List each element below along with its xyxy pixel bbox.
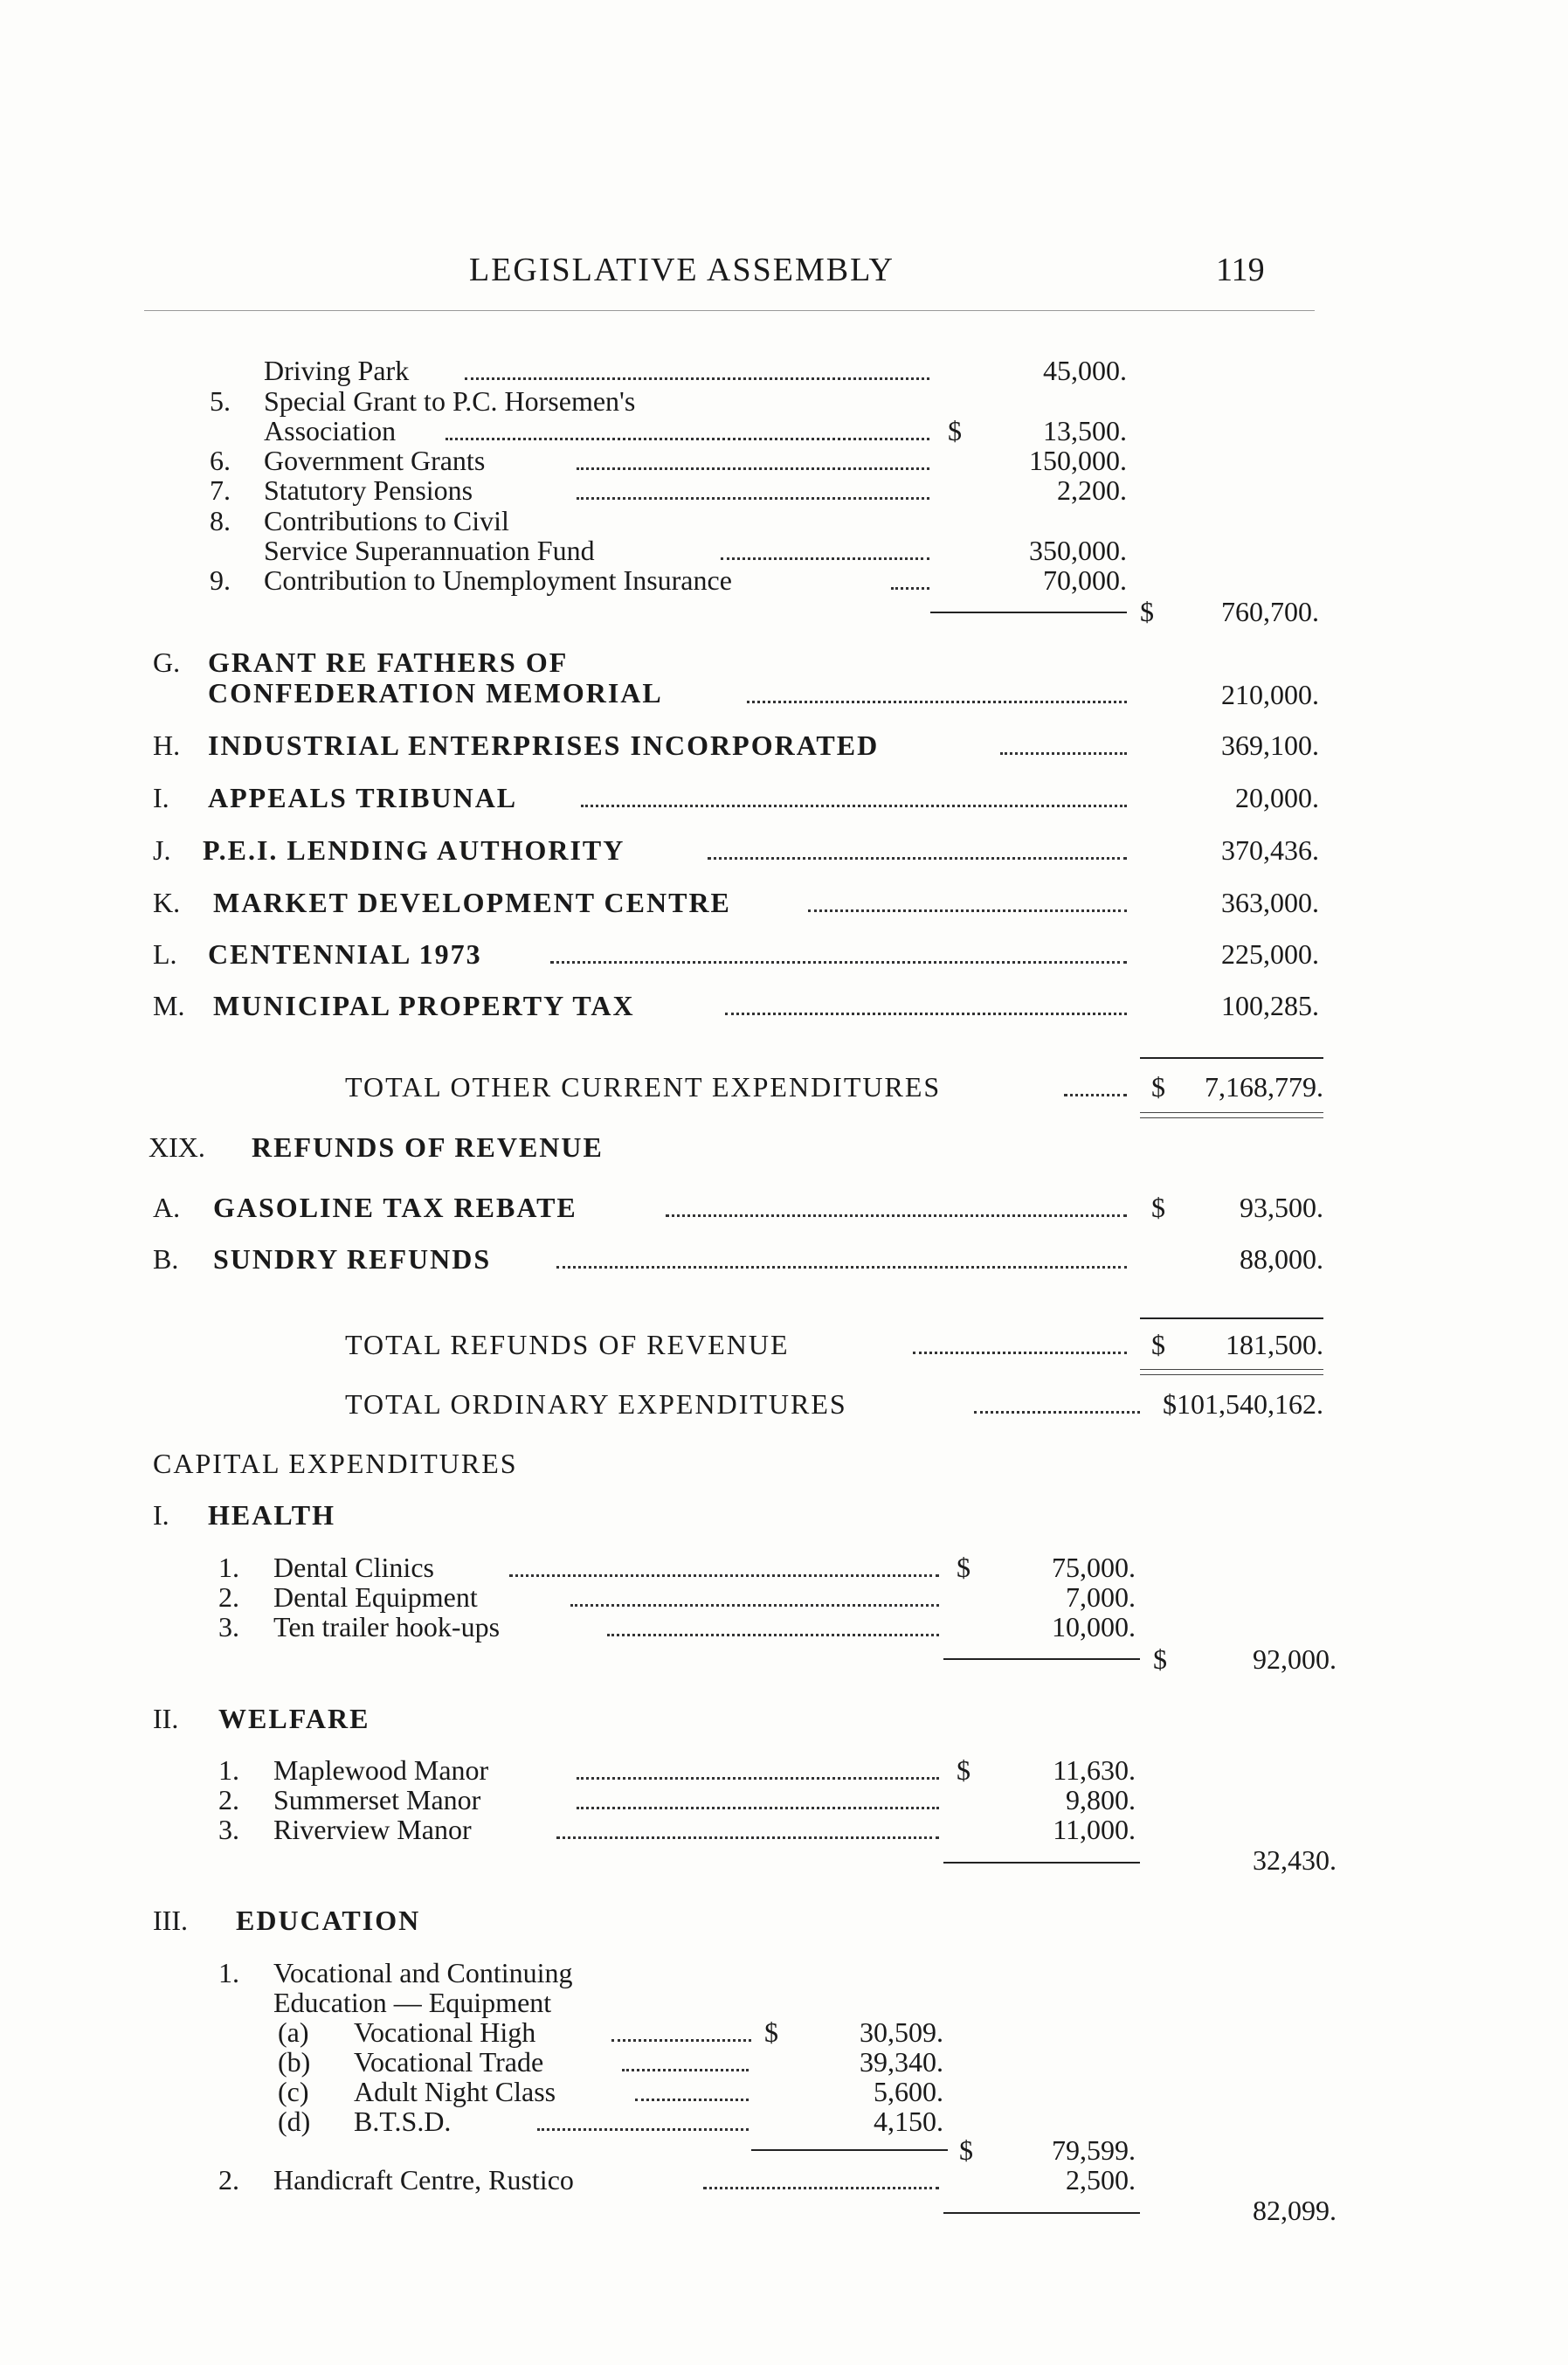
dot-leader: [703, 2187, 939, 2189]
double-rule: [1140, 1369, 1323, 1370]
item-amount: 7,000.: [1066, 1581, 1136, 1613]
dollar-sign: $: [1140, 596, 1154, 627]
total-refunds-label: TOTAL REFUNDS OF REVENUE: [345, 1329, 790, 1360]
dollar-sign: $: [957, 1552, 971, 1583]
item-text: Special Grant to P.C. Horsemen's: [264, 385, 636, 417]
section-letter: L.: [153, 938, 177, 970]
item-text: Vocational and Continuing: [273, 1957, 573, 1988]
section-title: GRANT RE FATHERS OF: [208, 647, 569, 678]
section-letter: I.: [153, 782, 169, 813]
dot-leader: [708, 857, 1127, 860]
total-rule: [1140, 1317, 1323, 1319]
item-text: Contribution to Unemployment Insurance: [264, 564, 732, 596]
sub-letter: (b): [278, 2046, 311, 2078]
section-amount: 100,285.: [1221, 990, 1319, 1021]
item-amount: 11,000.: [1053, 1814, 1136, 1845]
item-number: 7.: [210, 474, 231, 506]
dot-leader: [509, 1574, 939, 1577]
dot-leader: [577, 1777, 939, 1780]
dot-leader: [577, 467, 929, 470]
dot-leader: [446, 438, 929, 440]
item-text: Ten trailer hook-ups: [273, 1611, 501, 1642]
item-text: Education — Equipment: [273, 1987, 552, 2018]
section-amount: 225,000.: [1221, 938, 1319, 970]
refunds-heading: REFUNDS OF REVENUE: [252, 1131, 604, 1163]
dot-leader: [577, 497, 929, 500]
item-number: 8.: [210, 505, 231, 536]
total-ordinary-label: TOTAL ORDINARY EXPENDITURES: [345, 1388, 847, 1420]
education-total: 82,099.: [1253, 2195, 1337, 2226]
item-text: Statutory Pensions: [264, 474, 473, 506]
welfare-total: 32,430.: [1253, 1844, 1337, 1876]
refund-title: GASOLINE TAX REBATE: [213, 1192, 577, 1223]
double-rule: [1140, 1112, 1323, 1113]
dot-leader: [747, 701, 1127, 703]
health-total: 92,000.: [1253, 1643, 1337, 1675]
item-amount: 70,000.: [1043, 564, 1127, 596]
sub-text: Adult Night Class: [354, 2076, 556, 2107]
dot-leader: [556, 1266, 1127, 1269]
subtotal-amount: 760,700.: [1221, 596, 1319, 627]
section-title: CENTENNIAL 1973: [208, 938, 482, 970]
item-number: 3.: [218, 1814, 239, 1845]
item-number: 1.: [218, 1957, 239, 1988]
item-amount: 45,000.: [1043, 355, 1127, 386]
refund-amount: 93,500.: [1240, 1192, 1323, 1223]
item-amount: 2,200.: [1057, 474, 1127, 506]
double-rule: [1140, 1374, 1323, 1375]
dot-leader: [725, 1013, 1127, 1015]
dollar-sign: $: [1151, 1329, 1165, 1360]
section-letter: J.: [153, 834, 171, 866]
section-title: INDUSTRIAL ENTERPRISES INCORPORATED: [208, 730, 880, 761]
item-number: 1.: [218, 1552, 239, 1583]
dot-leader: [570, 1604, 939, 1607]
item-amount: 79,599.: [1052, 2134, 1136, 2166]
subtotal-rule: [751, 2149, 948, 2151]
section-letter: M.: [153, 990, 185, 1021]
dollar-sign: $: [1151, 1192, 1165, 1223]
subtotal-rule: [943, 1862, 1140, 1864]
dot-leader: [556, 1836, 939, 1839]
section-letter: G.: [153, 647, 181, 678]
sub-amount: 5,600.: [874, 2076, 943, 2107]
dot-leader: [1000, 752, 1127, 755]
dot-leader: [913, 1352, 1127, 1354]
dot-leader: [577, 1807, 939, 1809]
item-text: Contributions to Civil: [264, 505, 509, 536]
refund-amount: 88,000.: [1240, 1243, 1323, 1275]
item-amount: 2,500.: [1066, 2164, 1136, 2196]
welfare-number: II.: [153, 1703, 179, 1734]
sub-amount: 39,340.: [860, 2046, 943, 2078]
refund-letter: A.: [153, 1192, 181, 1223]
dot-leader: [1064, 1094, 1127, 1096]
sub-text: Vocational Trade: [354, 2046, 544, 2078]
dot-leader: [537, 2128, 749, 2131]
item-text: Riverview Manor: [273, 1814, 472, 1845]
item-amount: 9,800.: [1066, 1784, 1136, 1815]
item-amount: 75,000.: [1052, 1552, 1136, 1583]
item-amount: 13,500.: [1043, 415, 1127, 446]
header-rule: [144, 310, 1315, 311]
health-number: I.: [153, 1499, 169, 1531]
sub-amount: 30,509.: [860, 2016, 943, 2048]
item-text: Driving Park: [264, 355, 410, 386]
item-amount: 150,000.: [1029, 445, 1127, 476]
page-number: 119: [1216, 252, 1265, 288]
item-text: Service Superannuation Fund: [264, 535, 595, 566]
total-rule: [1140, 1057, 1323, 1059]
section-letter: H.: [153, 730, 181, 761]
dot-leader: [581, 805, 1127, 807]
item-number: 5.: [210, 385, 231, 417]
section-amount: 370,436.: [1221, 834, 1319, 866]
total-other-amount: 7,168,779.: [1205, 1071, 1323, 1103]
section-letter: K.: [153, 887, 181, 918]
item-text: Association: [264, 415, 397, 446]
dot-leader: [666, 1214, 1127, 1217]
subtotal-rule: [943, 2212, 1140, 2214]
dollar-sign: $: [764, 2016, 778, 2048]
total-other-label: TOTAL OTHER CURRENT EXPENDITURES: [345, 1071, 942, 1103]
sub-letter: (a): [278, 2016, 309, 2048]
subtotal-rule: [943, 1658, 1140, 1660]
item-number: 9.: [210, 564, 231, 596]
education-title: EDUCATION: [236, 1905, 421, 1936]
item-amount: 350,000.: [1029, 535, 1127, 566]
item-amount: 11,630.: [1053, 1754, 1136, 1786]
refunds-number: XIX.: [149, 1131, 205, 1163]
item-text: Dental Equipment: [273, 1581, 478, 1613]
item-number: 6.: [210, 445, 231, 476]
section-amount: 369,100.: [1221, 730, 1319, 761]
section-amount: 20,000.: [1235, 782, 1319, 813]
section-title: MUNICIPAL PROPERTY TAX: [213, 990, 635, 1021]
double-rule: [1140, 1117, 1323, 1118]
capital-heading: CAPITAL EXPENDITURES: [153, 1448, 518, 1479]
item-text: Handicraft Centre, Rustico: [273, 2164, 574, 2196]
dollar-sign: $: [1153, 1643, 1167, 1675]
item-text: Maplewood Manor: [273, 1754, 489, 1786]
section-amount: 363,000.: [1221, 887, 1319, 918]
item-text: Dental Clinics: [273, 1552, 434, 1583]
dot-leader: [550, 961, 1127, 964]
dollar-sign: $: [957, 1754, 971, 1786]
refund-letter: B.: [153, 1243, 179, 1275]
sub-text: Vocational High: [354, 2016, 536, 2048]
dot-leader: [611, 2039, 751, 2042]
item-text: Summerset Manor: [273, 1784, 481, 1815]
dollar-sign: $: [1151, 1071, 1165, 1103]
item-number: 2.: [218, 2164, 239, 2196]
page-title: LEGISLATIVE ASSEMBLY: [469, 252, 895, 288]
health-title: HEALTH: [208, 1499, 335, 1531]
refund-title: SUNDRY REFUNDS: [213, 1243, 492, 1275]
education-number: III.: [153, 1905, 188, 1936]
section-title: CONFEDERATION MEMORIAL: [208, 677, 663, 709]
dot-leader: [465, 377, 929, 380]
item-number: 2.: [218, 1581, 239, 1613]
sub-amount: 4,150.: [874, 2106, 943, 2137]
item-amount: 10,000.: [1052, 1611, 1136, 1642]
dot-leader: [974, 1411, 1140, 1414]
sub-letter: (d): [278, 2106, 311, 2137]
dollar-sign: $: [959, 2134, 973, 2166]
total-ordinary-amount: $101,540,162.: [1163, 1388, 1323, 1420]
dot-leader: [607, 1634, 939, 1636]
dollar-sign: $: [948, 415, 962, 446]
item-text: Government Grants: [264, 445, 486, 476]
section-title: P.E.I. LENDING AUTHORITY: [203, 834, 625, 866]
item-number: 1.: [218, 1754, 239, 1786]
welfare-title: WELFARE: [218, 1703, 370, 1734]
sub-letter: (c): [278, 2076, 309, 2107]
dot-leader: [721, 557, 929, 560]
total-refunds-amount: 181,500.: [1226, 1329, 1323, 1360]
dot-leader: [635, 2099, 749, 2101]
dot-leader: [808, 909, 1127, 912]
dot-leader: [891, 587, 929, 590]
item-number: 3.: [218, 1611, 239, 1642]
section-title: MARKET DEVELOPMENT CENTRE: [213, 887, 731, 918]
section-title: APPEALS TRIBUNAL: [208, 782, 518, 813]
section-amount: 210,000.: [1221, 679, 1319, 710]
sub-text: B.T.S.D.: [354, 2106, 452, 2137]
dot-leader: [622, 2069, 749, 2071]
subtotal-rule: [930, 612, 1127, 613]
item-number: 2.: [218, 1784, 239, 1815]
